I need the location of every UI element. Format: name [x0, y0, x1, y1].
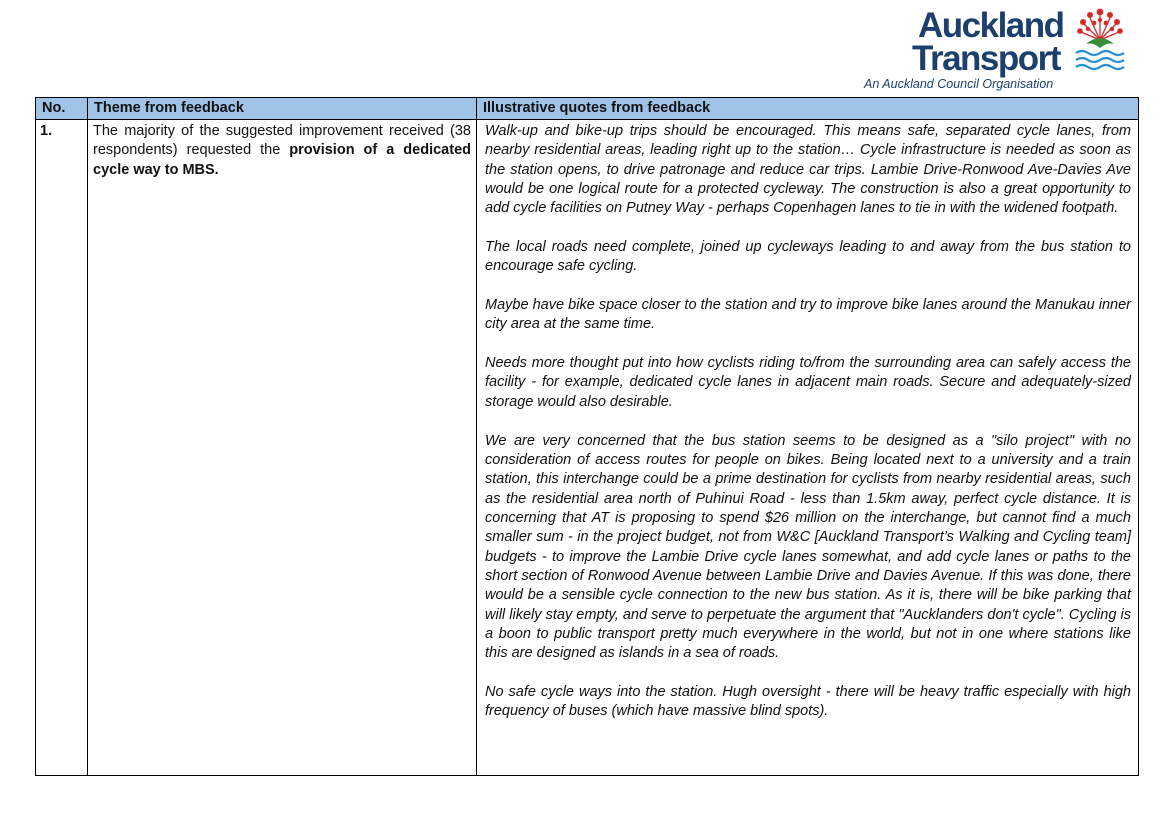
logo-text-auckland: Auckland	[918, 6, 1064, 45]
quotes-cell	[477, 120, 1139, 776]
table-row	[36, 120, 1139, 776]
quote-paragraph: The local roads need complete, joined up cycleways leading to and away from the bus station to encourage safe cycling.	[485, 239, 1131, 275]
theme-text: The majority of the suggested improvement received (38 respondents) requested the	[93, 123, 471, 159]
column-header-number: No.	[36, 98, 88, 120]
theme-cell	[88, 120, 477, 776]
auckland-transport-logo	[860, 6, 1140, 94]
pohutukawa-flower-waves-icon	[1072, 6, 1128, 74]
quote-paragraph: Walk-up and bike-up trips should be encouraged. This means safe, separated cycle lanes, from nearby residential areas, leading right up to the station… Cycle infrastructure is needed as soon as the station opens, to drive patronage and reduce car trips. Lambie Drive-Ronwood Ave-Davies Ave would be one logical route for a protected cycleway. The construction is also a great opportunity to add cycle facilities on Putney Way - perhaps Copenhagen lanes to tie in with the widened footpath.	[485, 123, 1131, 217]
table-header-row	[36, 98, 1139, 120]
logo-text-transport: Transport	[912, 39, 1060, 78]
row-number: 1.	[36, 120, 88, 776]
quote-paragraph: Maybe have bike space closer to the station and try to improve bike lanes around the Manukau inner city area at the same time.	[485, 297, 1131, 333]
logo-subtitle: An Auckland Council Organisation	[864, 77, 1054, 91]
column-header-theme: Theme from feedback	[88, 98, 477, 120]
quote-paragraph: We are very concerned that the bus station seems to be designed as a "silo project" with no consideration of access routes for people on bikes. Being located next to a university and a train station, this interchange could be a prime destination for cyclists from nearby residential areas, such as the residential area north of Puhinui Road - less than 1.5km away, perfect cycle distance. It is concerning that AT is proposing to spend $26 million on the interchange, but cannot find a much smaller sum - in the project budget, not from W&C [Auckland Transport’s Walking and Cycling team] budgets - to improve the Lambie Drive cycle lanes somewhat, and add cycle lanes or paths to the short section of Ronwood Avenue between Lambie Drive and Davies Avenue. If this was done, there would be a sensible cycle connection to the new bus station. As it is, there will be bike parking that will likely stay empty, and serve to perpetuate the argument that "Aucklanders don't cycle". Cycling is a boon to public transport pretty much everywhere in the world, but not in one where stations like this are designed as islands in a sea of roads.	[485, 432, 1131, 662]
feedback-table	[35, 97, 1139, 776]
theme-emphasis: provision of a dedicated cycle way to MBS.	[93, 142, 471, 178]
quote-paragraph: No safe cycle ways into the station. Hugh oversight - there will be heavy traffic especially with high frequency of buses (which have massive blind spots).	[485, 683, 1131, 720]
column-header-quotes: Illustrative quotes from feedback	[477, 98, 1139, 120]
quote-paragraph: Needs more thought put into how cyclists riding to/from the surrounding area can safely access the facility - for example, dedicated cycle lanes in adjacent main roads. Secure and adequately-sized storage would also desirable.	[485, 355, 1131, 410]
